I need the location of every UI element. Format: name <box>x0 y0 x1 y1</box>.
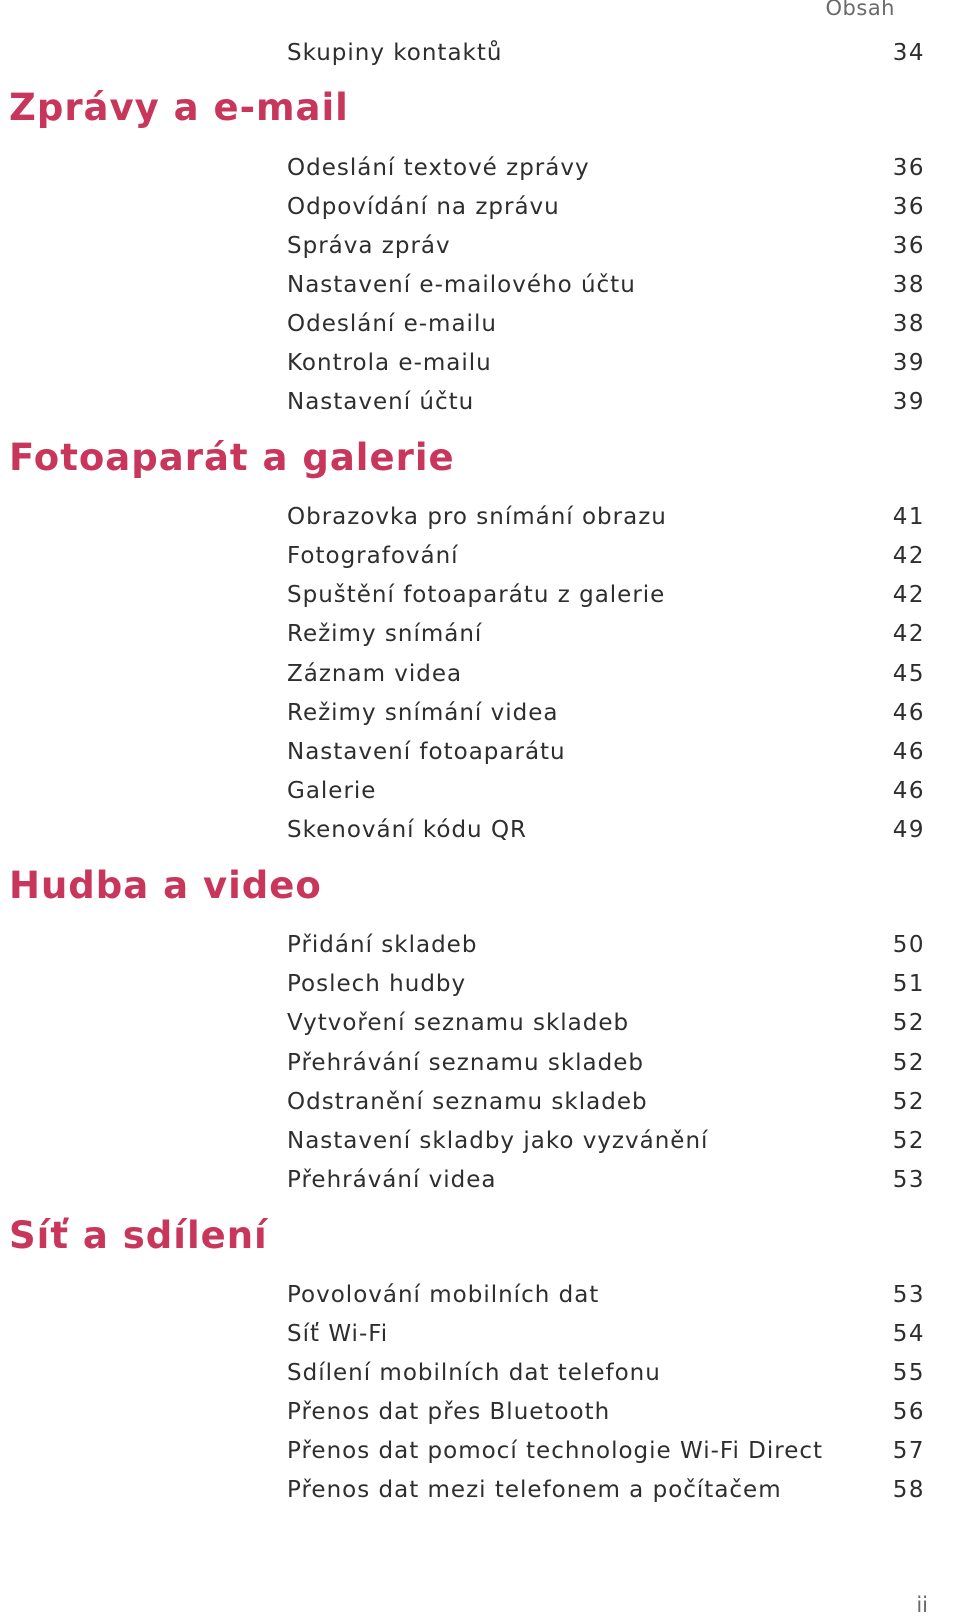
toc-entry-page: 46 <box>892 700 925 726</box>
toc-entry-label: Záznam videa <box>287 661 463 687</box>
toc-entry-page: 39 <box>892 350 925 376</box>
toc-entry-label: Skupiny kontaktů <box>287 40 503 66</box>
section-heading: Zprávy a e-mail <box>9 86 349 129</box>
toc-entry-label: Poslech hudby <box>287 971 467 997</box>
toc-entry[interactable] <box>287 382 925 422</box>
toc-entry-label: Nastavení e-mailového účtu <box>287 272 636 298</box>
toc-entry-label: Síť Wi-Fi <box>287 1321 389 1347</box>
toc-entry-page: 53 <box>892 1282 925 1308</box>
toc-entry-page: 58 <box>892 1477 925 1503</box>
toc-entry[interactable] <box>287 810 925 850</box>
toc-entry-label: Přenos dat přes Bluetooth <box>287 1399 611 1425</box>
toc-entry-page: 34 <box>892 40 925 66</box>
toc-entry-label: Odpovídání na zprávu <box>287 194 560 220</box>
toc-entry[interactable] <box>287 1392 925 1432</box>
toc-entry-page: 45 <box>892 661 925 687</box>
toc-entry[interactable] <box>287 614 925 654</box>
toc-entry-label: Povolování mobilních dat <box>287 1282 600 1308</box>
toc-entry[interactable] <box>287 1275 925 1315</box>
toc-entry-page: 52 <box>892 1010 925 1036</box>
toc-entry-label: Správa zpráv <box>287 233 451 259</box>
toc-entry[interactable] <box>287 33 925 73</box>
running-header: Obsah <box>825 0 895 20</box>
toc-entry[interactable] <box>287 497 925 537</box>
toc-entry[interactable] <box>287 148 925 188</box>
toc-entry-label: Fotografování <box>287 543 459 569</box>
toc-entry[interactable] <box>287 693 925 733</box>
toc-entry-label: Přidání skladeb <box>287 932 478 958</box>
toc-entry[interactable] <box>287 536 925 576</box>
toc-entry[interactable] <box>287 964 925 1004</box>
toc-entry-label: Režimy snímání <box>287 621 483 647</box>
toc-entry-page: 42 <box>892 543 925 569</box>
toc-entry-page: 56 <box>892 1399 925 1425</box>
toc-entry-page: 50 <box>892 932 925 958</box>
toc-entry-label: Sdílení mobilních dat telefonu <box>287 1360 661 1386</box>
toc-entry[interactable] <box>287 1160 925 1200</box>
toc-entry-label: Odeslání e-mailu <box>287 311 497 337</box>
toc-entry-label: Nastavení skladby jako vyzvánění <box>287 1128 709 1154</box>
page-number: ii <box>916 1593 928 1617</box>
toc-entry[interactable] <box>287 732 925 772</box>
toc-entry-page: 55 <box>892 1360 925 1386</box>
toc-entry-label: Vytvoření seznamu skladeb <box>287 1010 630 1036</box>
toc-entry-page: 46 <box>892 739 925 765</box>
toc-entry-label: Skenování kódu QR <box>287 817 528 843</box>
toc-entry[interactable] <box>287 1353 925 1393</box>
toc-entry[interactable] <box>287 343 925 383</box>
toc-entry-label: Přehrávání seznamu skladeb <box>287 1050 644 1076</box>
section-heading: Fotoaparát a galerie <box>9 436 455 479</box>
toc-entry-page: 36 <box>892 233 925 259</box>
toc-entry-page: 53 <box>892 1167 925 1193</box>
toc-entry[interactable] <box>287 925 925 965</box>
toc-entry-label: Kontrola e-mailu <box>287 350 492 376</box>
toc-entry-page: 54 <box>892 1321 925 1347</box>
toc-entry-label: Nastavení účtu <box>287 389 475 415</box>
toc-entry-page: 46 <box>892 778 925 804</box>
toc-entry-page: 51 <box>892 971 925 997</box>
toc-entry-page: 39 <box>892 389 925 415</box>
toc-entry-label: Odstranění seznamu skladeb <box>287 1089 648 1115</box>
toc-entry-label: Přehrávání videa <box>287 1167 497 1193</box>
toc-entry-page: 36 <box>892 194 925 220</box>
toc-entry-label: Přenos dat pomocí technologie Wi-Fi Direct <box>287 1438 824 1464</box>
toc-entry-page: 52 <box>892 1050 925 1076</box>
section-heading: Síť a sdílení <box>9 1214 268 1257</box>
toc-entry-label: Nastavení fotoaparátu <box>287 739 566 765</box>
toc-entry[interactable] <box>287 1003 925 1043</box>
toc-entry-page: 38 <box>892 272 925 298</box>
toc-entry[interactable] <box>287 226 925 266</box>
toc-entry[interactable] <box>287 1121 925 1161</box>
toc-entry[interactable] <box>287 575 925 615</box>
toc-entry-page: 52 <box>892 1128 925 1154</box>
toc-entry-page: 41 <box>892 504 925 530</box>
toc-entry[interactable] <box>287 1431 925 1471</box>
toc-entry[interactable] <box>287 654 925 694</box>
toc-entry[interactable] <box>287 771 925 811</box>
toc-entry-page: 42 <box>892 582 925 608</box>
toc-entry-page: 57 <box>892 1438 925 1464</box>
toc-entry-page: 49 <box>892 817 925 843</box>
section-heading: Hudba a video <box>9 864 322 907</box>
toc-entry[interactable] <box>287 187 925 227</box>
toc-entry[interactable] <box>287 1314 925 1354</box>
toc-entry[interactable] <box>287 265 925 305</box>
toc-entry-label: Odeslání textové zprávy <box>287 155 590 181</box>
toc-entry-label: Galerie <box>287 778 377 804</box>
toc-entry-page: 36 <box>892 155 925 181</box>
toc-entry-label: Přenos dat mezi telefonem a počítačem <box>287 1477 782 1503</box>
toc-entry-label: Spuštění fotoaparátu z galerie <box>287 582 666 608</box>
toc-entry[interactable] <box>287 1043 925 1083</box>
toc-entry-page: 42 <box>892 621 925 647</box>
toc-entry[interactable] <box>287 304 925 344</box>
toc-entry[interactable] <box>287 1470 925 1510</box>
toc-entry-page: 38 <box>892 311 925 337</box>
toc-entry[interactable] <box>287 1082 925 1122</box>
toc-entry-label: Obrazovka pro snímání obrazu <box>287 504 667 530</box>
toc-entry-page: 52 <box>892 1089 925 1115</box>
toc-entry-label: Režimy snímání videa <box>287 700 559 726</box>
